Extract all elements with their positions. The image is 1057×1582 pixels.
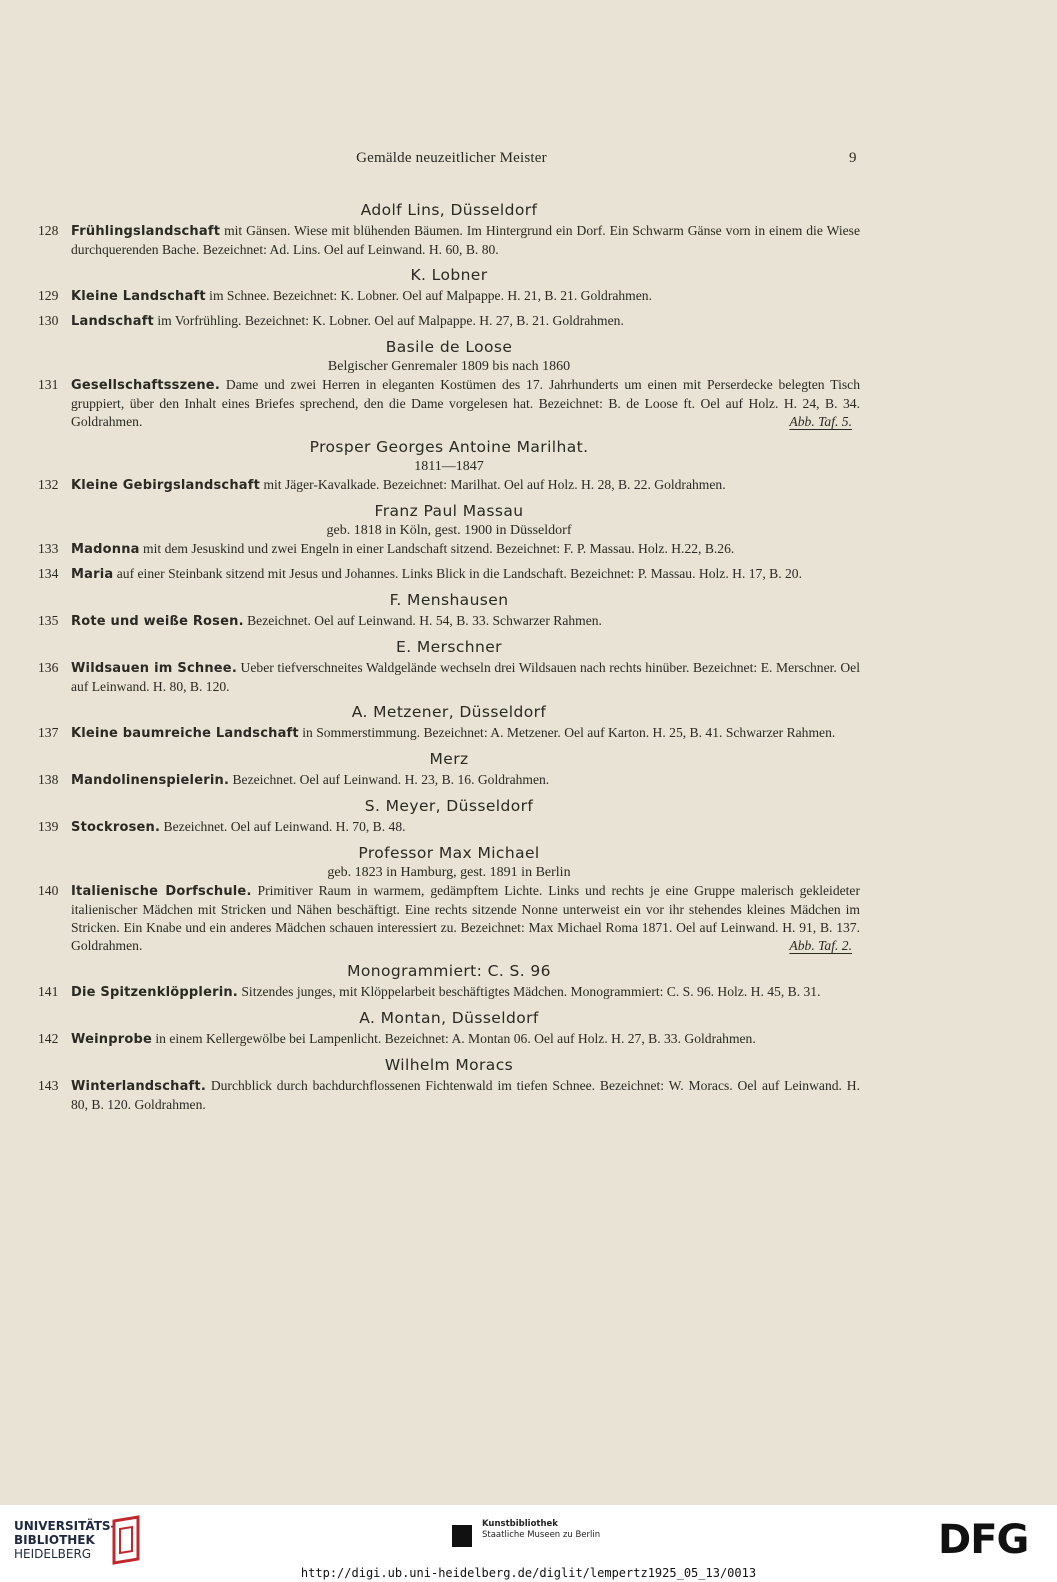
artwork-title: Madonna [71,542,140,557]
artist-dates: geb. 1823 in Hamburg, gest. 1891 in Berlin [327,865,571,880]
catalog-entry [38,612,860,631]
artwork-description: Ueber tiefverschneites Waldgelände wechseln drei Wildsauen nach rechts hinüber. Bezeichnet: E. Merschner. Oel auf Leinwand. H. 80, B. 120. [71,660,860,694]
artist-dates: Belgischer Genremaler 1809 bis nach 1860 [327,359,571,374]
lot-number: 141 [38,984,59,999]
catalog-entry [38,565,860,584]
catalog-entry [38,540,860,559]
artwork-title: Maria [71,567,114,582]
artwork-title: Kleine Landschaft [71,289,206,304]
artwork-description: auf einer Steinbank sitzend mit Jesus und Johannes. Links Blick in die Landschaft. Bezeichnet: P. Massau. Holz. H. 17, B. 20. [113,566,802,581]
logo-line: BIBLIOTHEK [14,1533,95,1547]
artwork-description: Bezeichnet. Oel auf Leinwand. H. 70, B. 48. [160,819,406,834]
lot-number: 128 [38,223,59,238]
lot-number: 129 [38,288,59,303]
artwork-title: Kleine Gebirgslandschaft [71,478,261,493]
artist-heading: Adolf Lins, Düsseldorf [360,201,538,219]
plate-reference: Abb. Taf. 5. [789,414,852,429]
catalog-entry [38,222,860,259]
catalog-entry [38,983,860,1002]
lot-number: 130 [38,313,59,328]
catalog-entry [38,771,860,790]
artwork-description: im Vorfrühling. Bezeichnet: K. Lobner. Oel auf Malpappe. H. 27, B. 21. Goldrahmen. [153,313,624,328]
lot-number: 143 [38,1078,59,1093]
artwork-title: Frühlingslandschaft [71,224,221,239]
logo-line: HEIDELBERG [14,1547,92,1561]
lot-number: 137 [38,725,59,740]
artwork-title: Mandolinenspielerin. [71,773,230,788]
catalog-entry [38,1077,860,1114]
logo-line: UNIVERSITÄTS- [14,1519,116,1533]
artist-heading: Prosper Georges Antoine Marilhat. [309,438,589,456]
artwork-description: mit Jäger-Kavalkade. Bezeichnet: Marilhat. Oel auf Holz. H. 28, B. 22. Goldrahmen. [260,477,726,492]
artist-heading: Monogrammiert: C. S. 96 [347,962,551,980]
artwork-title: Kleine baumreiche Landschaft [71,726,299,741]
lot-number: 140 [38,883,59,898]
artwork-description: Bezeichnet. Oel auf Leinwand. H. 54, B. 33. Schwarzer Rahmen. [243,613,602,628]
permalink-url[interactable]: http://digi.ub.uni-heidelberg.de/diglit/lempertz1925_05_13/0013 [300,1566,757,1580]
artwork-description: in einem Kellergewölbe bei Lampenlicht. Bezeichnet: A. Montan 06. Oel auf Holz. H. 27, B. 33. Goldrahmen. [151,1031,756,1046]
artwork-title: Stockrosen. [71,820,161,835]
artwork-title: Winterlandschaft. [71,1079,206,1094]
logo-line: Kunstbibliothek [482,1519,558,1529]
artist-heading: Basile de Loose [385,338,513,356]
artwork-description: mit Gänsen. Wiese mit blühenden Bäumen. Im Hintergrund ein Dorf. Ein Schwarm Gänse vorn in einem die Wiese durchquerenden Bache. Bezeichnet: Ad. Lins. Oel auf Leinwand. H. 60, B. 80. [71,223,860,257]
lot-number: 136 [38,660,59,675]
artwork-description: im Schnee. Bezeichnet: K. Lobner. Oel auf Malpappe. H. 21, B. 21. Goldrahmen. [205,288,652,303]
catalog-entry [38,287,860,306]
artwork-title: Rote und weiße Rosen. [71,614,244,629]
artist-heading: K. Lobner [410,266,488,284]
catalog-entry [38,818,860,837]
artwork-description: mit dem Jesuskind und zwei Engeln in einer Landschaft sitzend. Bezeichnet: F. P. Massau. Holz. H.22, B.26. [139,541,735,556]
artist-heading: F. Menshausen [389,591,509,609]
lot-number: 132 [38,477,59,492]
catalog-entry [38,312,860,331]
artwork-title: Landschaft [71,314,154,329]
catalog-entry [38,659,860,696]
artist-heading: S. Meyer, Düsseldorf [364,797,534,815]
lot-number: 135 [38,613,59,628]
lot-number: 142 [38,1031,59,1046]
artist-heading: E. Merschner [396,638,502,656]
digitization-footer [0,1505,1057,1582]
artwork-description: Primitiver Raum in warmem, gedämpftem Lichte. Links und rechts je eine Gruppe malerisch gekleideter italienischer Mädchen mit Stricken und Nähen beschäftigt. Eine rechts sitzende Nonne unterweist ein vor ihr stehendes kleines Mädchen im Stricken. Ein Knabe und ein anderes Mädchen schauen interessiert zu. Bezeichnet: Max Michael Roma 1871. Oel auf Leinwand. H. 91, B. 137. Goldrahmen. [71,883,860,953]
library-mark-icon [106,1515,146,1567]
logo-line: Staatliche Museen zu Berlin [482,1530,601,1540]
catalog-entries [38,194,860,1120]
artist-heading: A. Metzener, Düsseldorf [351,703,547,721]
artwork-description: Bezeichnet. Oel auf Leinwand. H. 23, B. 16. Goldrahmen. [229,772,550,787]
catalog-entry [38,476,860,495]
catalog-entry [38,376,860,431]
dfg-logo[interactable]: DFG [938,1517,1029,1563]
running-title: Gemälde neuzeitlicher Meister [356,150,547,166]
artist-heading: Merz [429,750,469,768]
artist-heading: Professor Max Michael [358,844,540,862]
artwork-title: Die Spitzenklöpplerin. [71,985,238,1000]
artwork-description: Durchblick durch bachdurchflossenen Fichtenwald im tiefen Schnee. Bezeichnet: W. Moracs. Oel auf Leinwand. H. 80, B. 120. Goldrahmen. [71,1078,860,1112]
running-head [0,150,1057,172]
artist-dates: geb. 1818 in Köln, gest. 1900 in Düsseldorf [326,523,572,538]
artwork-title: Weinprobe [71,1032,152,1047]
artist-heading: Wilhelm Moracs [384,1056,514,1074]
artist-heading: A. Montan, Düsseldorf [359,1009,539,1027]
catalog-entry [38,724,860,743]
lot-number: 131 [38,377,59,392]
lot-number: 139 [38,819,59,834]
lot-number: 133 [38,541,59,556]
artwork-title: Gesellschaftsszene. [71,378,220,393]
artwork-description: Dame und zwei Herren in eleganten Kostümen des 17. Jahrhunderts um einen mit Perserdecke belegten Tisch gruppiert, über den Inhalt eines Briefes sprechend, den die Dame vorgelesen hat. Bezeichnet: B. de Loose ft. Oel auf Holz. H. 24, B. 34. Goldrahmen. [71,377,860,429]
artwork-title: Wildsauen im Schnee. [71,661,237,676]
lot-number: 134 [38,566,59,581]
lot-number: 138 [38,772,59,787]
kunstbibliothek-logo[interactable] [482,1519,600,1541]
kunstbibliothek-logo-icon [452,1525,472,1547]
artwork-title: Italienische Dorfschule. [71,884,252,899]
artist-heading: Franz Paul Massau [374,502,524,520]
plate-reference: Abb. Taf. 2. [789,938,852,953]
artwork-description: Sitzendes junges, mit Klöppelarbeit beschäftigtes Mädchen. Monogrammiert: C. S. 96. Holz. H. 45, B. 31. [237,984,821,999]
artwork-description: in Sommerstimmung. Bezeichnet: A. Metzener. Oel auf Karton. H. 25, B. 41. Schwarzer Rahmen. [298,725,836,740]
artist-dates: 1811—1847 [414,459,484,474]
catalog-entry [38,1030,860,1049]
catalog-entry [38,882,860,955]
heidelberg-library-logo[interactable] [14,1519,116,1561]
page-number: 9 [849,150,857,166]
